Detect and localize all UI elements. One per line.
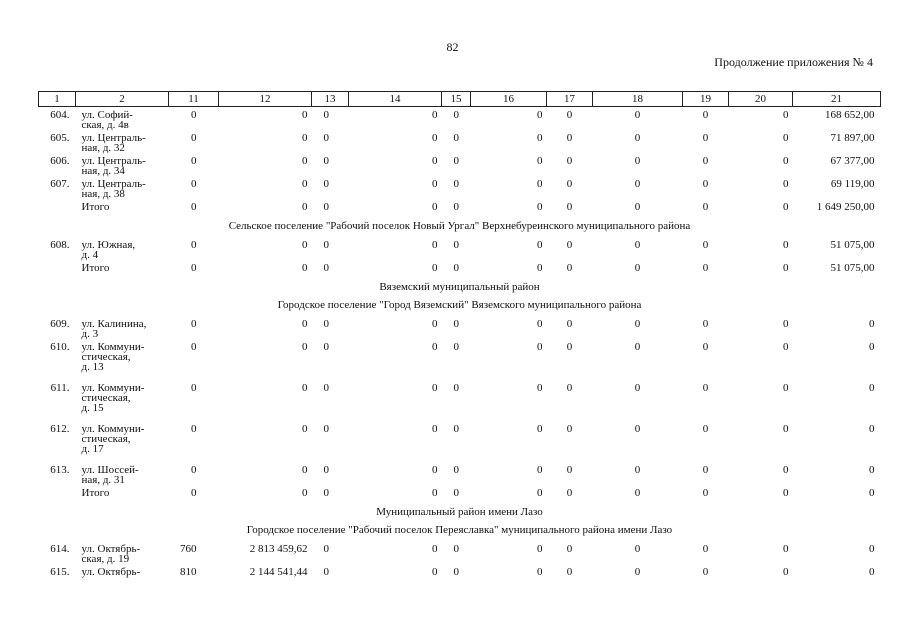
total-label: Итого (81, 262, 110, 274)
value-cell: 0 (453, 155, 459, 167)
value-cell: 0 (302, 341, 308, 353)
table-row (39, 339, 881, 380)
address-cell: ул. Централь- ная, д. 34 (81, 155, 146, 177)
value-cell: 0 (453, 487, 459, 499)
value-cell: 0 (566, 341, 573, 353)
value-cell: 0 (453, 341, 459, 353)
value-cell: 0 (702, 382, 709, 394)
value-cell: 0 (191, 178, 197, 190)
value-cell: 2 813 459,62 (249, 543, 308, 555)
total-row (39, 199, 881, 219)
value-cell: 0 (537, 318, 543, 330)
section-heading-row (39, 523, 881, 541)
data-table (38, 91, 881, 586)
value-cell: 0 (432, 566, 438, 578)
value-cell: 0 (566, 566, 573, 578)
value-cell: 0 (302, 109, 308, 121)
value-cell: 0 (302, 132, 308, 144)
value-cell: 0 (191, 201, 197, 213)
value-cell: 0 (869, 566, 875, 578)
table-row (39, 541, 881, 564)
value-cell: 51 075,00 (830, 239, 875, 251)
section-heading: Муниципальный район имени Лазо (376, 506, 543, 518)
value-cell: 0 (302, 464, 308, 476)
value-cell: 0 (537, 201, 543, 213)
value-cell: 1 649 250,00 (816, 201, 875, 213)
row-index: 612. (50, 423, 70, 435)
value-cell: 0 (566, 201, 573, 213)
value-cell: 0 (783, 239, 789, 251)
value-cell: 0 (323, 487, 329, 499)
value-cell: 0 (323, 543, 329, 555)
value-cell: 0 (566, 155, 573, 167)
value-cell: 0 (432, 341, 438, 353)
value-cell: 0 (191, 262, 197, 274)
value-cell: 0 (783, 201, 789, 213)
value-cell: 0 (191, 109, 197, 121)
table-row (39, 316, 881, 339)
value-cell: 0 (432, 423, 438, 435)
col-header: 19 (683, 92, 729, 107)
value-cell: 0 (191, 132, 197, 144)
section-heading: Вяземский муниципальный район (379, 281, 540, 293)
value-cell: 0 (783, 566, 789, 578)
value-cell: 0 (453, 382, 459, 394)
value-cell: 0 (566, 543, 573, 555)
col-header: 12 (219, 92, 312, 107)
value-cell: 0 (783, 341, 789, 353)
value-cell: 0 (191, 318, 197, 330)
value-cell: 71 897,00 (830, 132, 875, 144)
value-cell: 0 (191, 239, 197, 251)
value-cell: 0 (191, 382, 197, 394)
value-cell: 0 (323, 239, 329, 251)
value-cell: 0 (537, 262, 543, 274)
continuation-label: Продолжение приложения № 4 (714, 55, 873, 69)
value-cell: 0 (537, 464, 543, 476)
row-index: 611. (50, 382, 70, 394)
col-header: 18 (593, 92, 683, 107)
row-index: 615. (50, 566, 70, 578)
value-cell: 0 (323, 464, 329, 476)
section-heading-row (39, 219, 881, 237)
value-cell: 0 (302, 382, 308, 394)
value-cell: 0 (566, 382, 573, 394)
table-row (39, 130, 881, 153)
value-cell: 0 (702, 318, 709, 330)
value-cell: 810 (180, 566, 197, 578)
value-cell: 0 (323, 382, 329, 394)
value-cell: 0 (869, 464, 875, 476)
value-cell: 0 (566, 178, 573, 190)
value-cell: 0 (869, 487, 875, 499)
value-cell: 0 (702, 132, 709, 144)
value-cell: 0 (783, 382, 789, 394)
value-cell: 0 (453, 262, 459, 274)
value-cell: 0 (302, 155, 308, 167)
row-index: 604. (50, 109, 70, 121)
total-label: Итого (81, 201, 110, 213)
row-index: 606. (50, 155, 70, 167)
value-cell: 0 (566, 464, 573, 476)
value-cell: 0 (323, 341, 329, 353)
value-cell: 0 (432, 487, 438, 499)
table-row (39, 564, 881, 586)
value-cell: 0 (783, 262, 789, 274)
value-cell: 0 (702, 566, 709, 578)
value-cell: 0 (302, 201, 308, 213)
value-cell: 0 (634, 262, 641, 274)
row-index (39, 199, 76, 219)
value-cell: 0 (432, 239, 438, 251)
address-cell: ул. Централь- ная, д. 32 (81, 132, 146, 154)
value-cell: 0 (453, 318, 459, 330)
value-cell: 0 (634, 487, 641, 499)
value-cell: 0 (634, 423, 641, 435)
value-cell: 0 (634, 155, 641, 167)
section-heading-row (39, 298, 881, 316)
value-cell: 0 (566, 318, 573, 330)
address-cell: ул. Коммуни- стическая, д. 17 (81, 423, 145, 455)
section-heading-row (39, 505, 881, 523)
value-cell: 69 119,00 (830, 178, 875, 190)
value-cell: 0 (566, 109, 573, 121)
value-cell: 0 (566, 239, 573, 251)
value-cell: 0 (191, 423, 197, 435)
value-cell: 0 (783, 487, 789, 499)
value-cell: 0 (537, 566, 543, 578)
row-index: 614. (50, 543, 70, 555)
value-cell: 0 (702, 423, 709, 435)
value-cell: 0 (537, 423, 543, 435)
value-cell: 0 (537, 132, 543, 144)
section-heading: Городское поселение "Город Вяземский" Вяземского муниципального района (277, 299, 642, 311)
value-cell: 0 (869, 318, 875, 330)
value-cell: 0 (566, 262, 573, 274)
value-cell: 0 (634, 178, 641, 190)
value-cell: 0 (432, 262, 438, 274)
value-cell: 0 (323, 178, 329, 190)
value-cell: 0 (869, 423, 875, 435)
table-row (39, 380, 881, 421)
value-cell: 0 (634, 566, 641, 578)
total-row (39, 485, 881, 505)
value-cell: 0 (783, 178, 789, 190)
value-cell: 0 (432, 155, 438, 167)
value-cell: 0 (537, 109, 543, 121)
value-cell: 0 (783, 423, 789, 435)
header-row (39, 92, 881, 107)
address-cell: ул. Октябрь- ская, д. 19 (81, 543, 141, 565)
value-cell: 0 (537, 155, 543, 167)
value-cell: 0 (702, 178, 709, 190)
value-cell: 0 (869, 543, 875, 555)
value-cell: 0 (323, 423, 329, 435)
value-cell: 0 (537, 543, 543, 555)
section-heading: Городское поселение "Рабочий поселок Переяславка" муниципального района имени Лазо (246, 524, 673, 536)
value-cell: 0 (702, 201, 709, 213)
col-header: 16 (471, 92, 547, 107)
value-cell: 0 (302, 318, 308, 330)
value-cell: 0 (537, 341, 543, 353)
value-cell: 0 (634, 239, 641, 251)
value-cell: 0 (432, 543, 438, 555)
value-cell: 0 (634, 382, 641, 394)
value-cell: 0 (453, 109, 459, 121)
address-cell: ул. Централь- ная, д. 38 (81, 178, 146, 200)
value-cell: 0 (432, 201, 438, 213)
value-cell: 51 075,00 (830, 262, 875, 274)
col-header: 1 (39, 92, 76, 107)
value-cell: 0 (323, 318, 329, 330)
total-label: Итого (81, 487, 110, 499)
value-cell: 0 (323, 109, 329, 121)
value-cell: 168 652,00 (825, 109, 875, 121)
table-row (39, 107, 881, 131)
col-header: 15 (442, 92, 471, 107)
value-cell: 0 (566, 132, 573, 144)
value-cell: 0 (302, 239, 308, 251)
row-index: 607. (50, 178, 70, 190)
table-row (39, 176, 881, 199)
value-cell: 0 (634, 109, 641, 121)
row-index: 610. (50, 341, 70, 353)
value-cell: 0 (453, 132, 459, 144)
value-cell: 0 (783, 155, 789, 167)
value-cell: 0 (323, 566, 329, 578)
total-row (39, 260, 881, 280)
value-cell: 0 (453, 543, 459, 555)
value-cell: 0 (302, 487, 308, 499)
row-index: 609. (50, 318, 70, 330)
value-cell: 0 (323, 262, 329, 274)
value-cell: 0 (783, 109, 789, 121)
value-cell: 0 (432, 318, 438, 330)
value-cell: 0 (191, 341, 197, 353)
value-cell: 0 (537, 239, 543, 251)
col-header: 11 (169, 92, 219, 107)
value-cell: 0 (453, 464, 459, 476)
address-cell: ул. Октябрь- (81, 566, 141, 578)
address-cell: ул. Коммуни- стическая, д. 13 (81, 341, 145, 373)
col-header: 21 (793, 92, 881, 107)
value-cell: 0 (869, 382, 875, 394)
value-cell: 0 (566, 487, 573, 499)
address-cell: ул. Калинина, д. 3 (81, 318, 147, 340)
row-index: 613. (50, 464, 70, 476)
value-cell: 0 (634, 341, 641, 353)
value-cell: 0 (191, 464, 197, 476)
section-heading: Сельское поселение "Рабочий поселок Новый Ургал" Верхнебуреинского муниципального района (228, 220, 691, 232)
row-index (39, 260, 76, 280)
value-cell: 760 (180, 543, 197, 555)
table-row (39, 462, 881, 485)
table-row (39, 421, 881, 462)
value-cell: 0 (432, 109, 438, 121)
value-cell: 0 (702, 543, 709, 555)
value-cell: 0 (702, 155, 709, 167)
value-cell: 0 (453, 423, 459, 435)
value-cell: 2 144 541,44 (249, 566, 308, 578)
value-cell: 0 (323, 201, 329, 213)
value-cell: 0 (634, 132, 641, 144)
value-cell: 0 (453, 178, 459, 190)
value-cell: 0 (432, 464, 438, 476)
value-cell: 0 (702, 341, 709, 353)
value-cell: 0 (453, 201, 459, 213)
value-cell: 0 (537, 382, 543, 394)
value-cell: 0 (783, 543, 789, 555)
section-heading-row (39, 280, 881, 298)
value-cell: 0 (783, 318, 789, 330)
value-cell: 0 (191, 155, 197, 167)
value-cell: 0 (432, 132, 438, 144)
value-cell: 0 (302, 262, 308, 274)
address-cell: ул. Софий- ская, д. 4в (81, 109, 133, 131)
address-cell: ул. Коммуни- стическая, д. 15 (81, 382, 145, 414)
col-header: 13 (312, 92, 349, 107)
address-cell: ул. Шоссей- ная, д. 31 (81, 464, 139, 486)
table-row (39, 237, 881, 260)
value-cell: 0 (634, 464, 641, 476)
row-index (39, 485, 76, 505)
value-cell: 0 (432, 178, 438, 190)
value-cell: 0 (453, 239, 459, 251)
value-cell: 0 (566, 423, 573, 435)
value-cell: 67 377,00 (830, 155, 875, 167)
value-cell: 0 (783, 132, 789, 144)
table-row (39, 153, 881, 176)
value-cell: 0 (634, 543, 641, 555)
col-header: 20 (729, 92, 793, 107)
row-index: 605. (50, 132, 70, 144)
col-header: 2 (76, 92, 169, 107)
value-cell: 0 (432, 382, 438, 394)
value-cell: 0 (702, 464, 709, 476)
value-cell: 0 (634, 201, 641, 213)
page-number: 82 (446, 40, 459, 54)
col-header: 14 (349, 92, 442, 107)
value-cell: 0 (537, 178, 543, 190)
row-index: 608. (50, 239, 70, 251)
value-cell: 0 (323, 132, 329, 144)
value-cell: 0 (302, 178, 308, 190)
value-cell: 0 (869, 341, 875, 353)
value-cell: 0 (191, 487, 197, 499)
value-cell: 0 (537, 487, 543, 499)
value-cell: 0 (702, 262, 709, 274)
col-header: 17 (547, 92, 593, 107)
address-cell: ул. Южная, д. 4 (81, 239, 136, 261)
value-cell: 0 (702, 487, 709, 499)
value-cell: 0 (453, 566, 459, 578)
value-cell: 0 (634, 318, 641, 330)
value-cell: 0 (323, 155, 329, 167)
value-cell: 0 (702, 109, 709, 121)
value-cell: 0 (702, 239, 709, 251)
value-cell: 0 (783, 464, 789, 476)
value-cell: 0 (302, 423, 308, 435)
